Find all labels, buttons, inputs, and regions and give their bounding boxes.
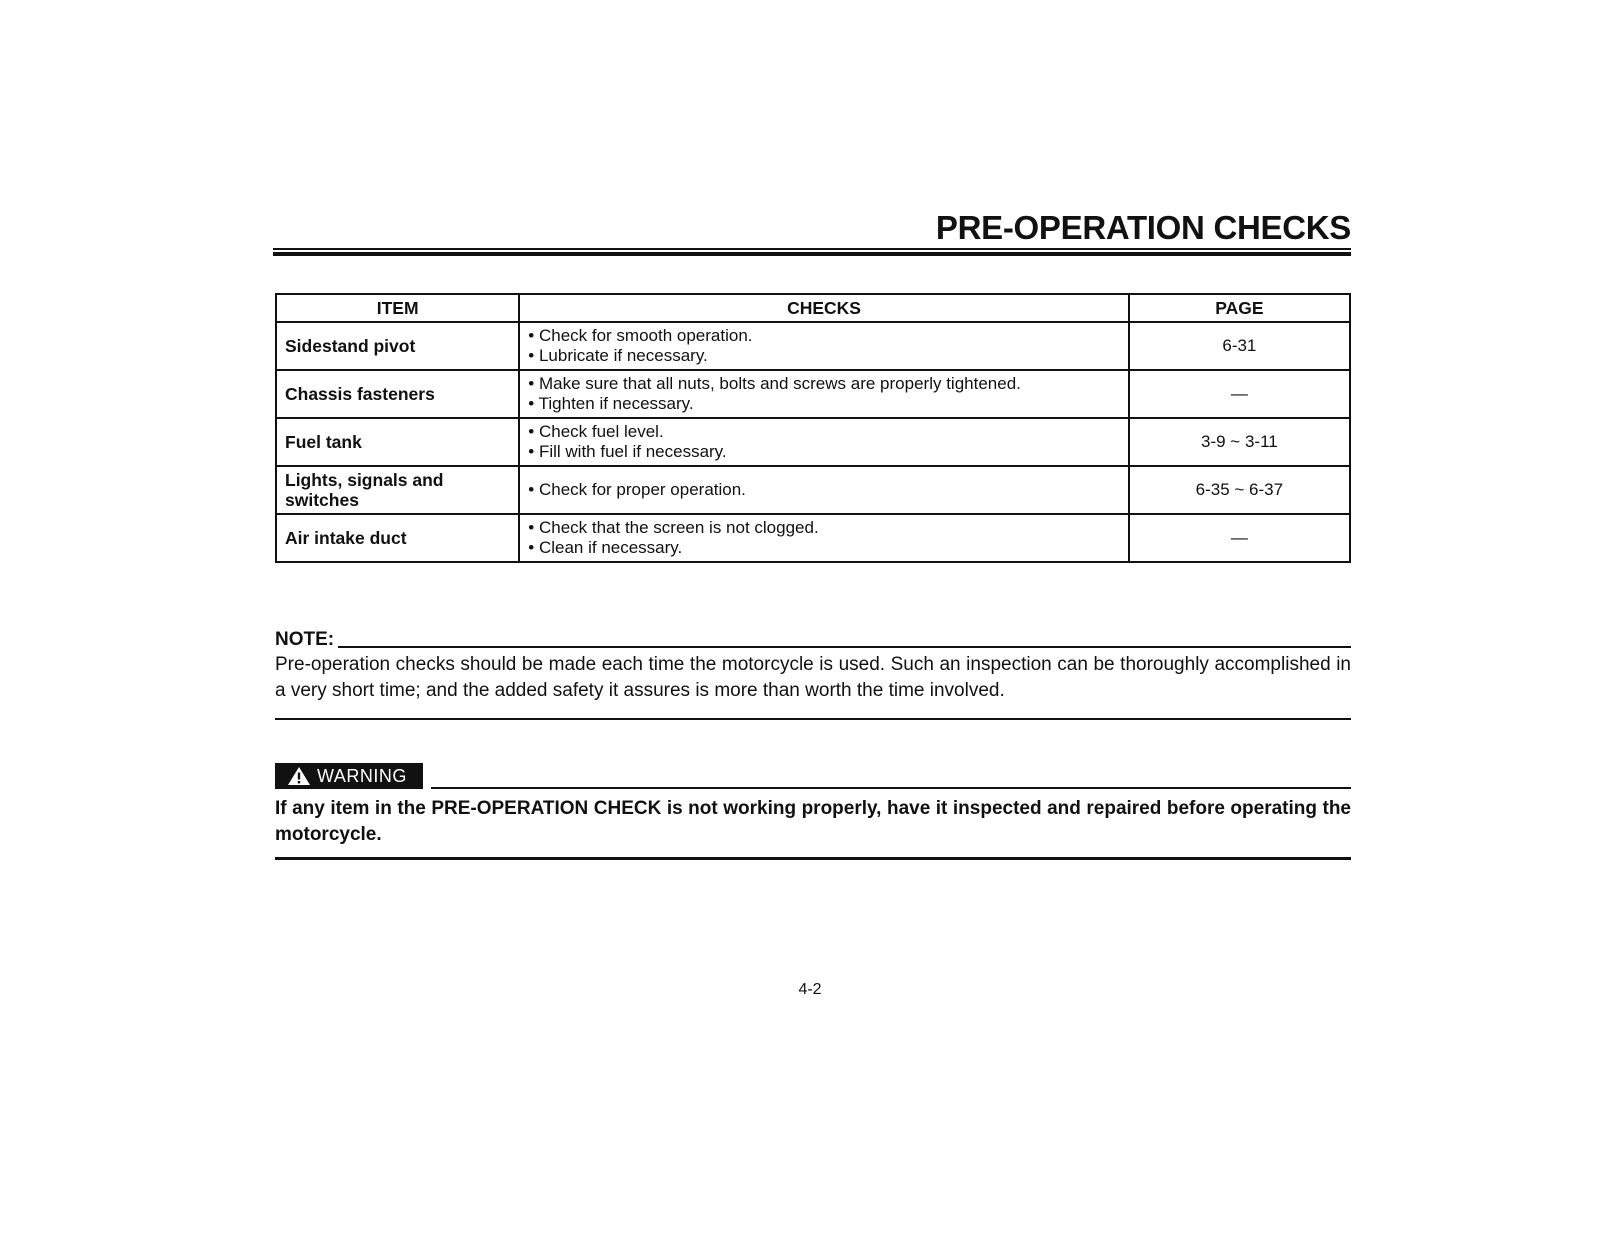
- table-row: [276, 370, 1350, 418]
- check-line: • Check fuel level.: [528, 422, 664, 441]
- note-text: Pre-operation checks should be made each time the motorcycle is used. Such an inspection can be thoroughly accomplished in a very short time; and the added safety it assures is more than worth the time involved.: [275, 654, 1351, 701]
- checks-cell: [519, 322, 1128, 370]
- check-line: • Make sure that all nuts, bolts and screws are properly tightened.: [528, 374, 1021, 393]
- checks-cell: [519, 466, 1128, 514]
- item-cell: Air intake duct: [276, 514, 519, 562]
- check-line: • Clean if necessary.: [528, 538, 683, 557]
- page-ref-cell: 6-35 ~ 6-37: [1129, 466, 1350, 514]
- note-bottom-rule: [275, 718, 1351, 720]
- item-cell: Lights, signals and switches: [276, 466, 519, 514]
- check-line: • Fill with fuel if necessary.: [528, 442, 727, 461]
- item-cell: Sidestand pivot: [276, 322, 519, 370]
- warning-badge: [275, 763, 423, 789]
- warning-text: If any item in the PRE-OPERATION CHECK is not working properly, have it inspected and repaired before operating the motorcycle.: [275, 798, 1351, 845]
- check-line: • Check that the screen is not clogged.: [528, 518, 819, 537]
- page-ref-cell: 3-9 ~ 3-11: [1129, 418, 1350, 466]
- page-number: 4-2: [798, 981, 822, 998]
- table-row: [276, 322, 1350, 370]
- warning-rule: [431, 787, 1351, 789]
- note-block: [275, 628, 1351, 720]
- header-rule-thick: [273, 252, 1351, 256]
- table-row: [276, 514, 1350, 562]
- page-ref-cell: 6-31: [1129, 322, 1350, 370]
- item-cell: Chassis fasteners: [276, 370, 519, 418]
- page-header: [273, 208, 1351, 256]
- column-header-checks: CHECKS: [519, 294, 1128, 322]
- warning-block: [275, 763, 1351, 860]
- warning-triangle-icon: [287, 766, 311, 786]
- page-ref-cell: —: [1129, 370, 1350, 418]
- page-title: PRE-OPERATION CHECKS: [935, 209, 1351, 246]
- table-header-row: [276, 294, 1350, 322]
- column-header-item: ITEM: [276, 294, 519, 322]
- warning-label: WARNING: [317, 766, 407, 786]
- note-rule: [275, 646, 1351, 648]
- check-line: • Lubricate if necessary.: [528, 346, 708, 365]
- checks-cell: [519, 370, 1128, 418]
- note-header: [275, 628, 1351, 652]
- warning-header: [275, 763, 1351, 791]
- warning-bottom-rule: [275, 857, 1351, 860]
- check-line: • Tighten if necessary.: [528, 394, 694, 413]
- table-row: [276, 466, 1350, 514]
- check-line: • Check for smooth operation.: [528, 326, 753, 345]
- table-row: [276, 418, 1350, 466]
- column-header-page: PAGE: [1129, 294, 1350, 322]
- note-label: NOTE:: [275, 629, 338, 650]
- header-rule-thin: [273, 248, 1351, 250]
- checks-cell: [519, 514, 1128, 562]
- page-ref-cell: —: [1129, 514, 1350, 562]
- pre-operation-checks-table: [275, 293, 1351, 563]
- checks-cell: [519, 418, 1128, 466]
- check-line: • Check for proper operation.: [528, 480, 746, 499]
- item-cell: Fuel tank: [276, 418, 519, 466]
